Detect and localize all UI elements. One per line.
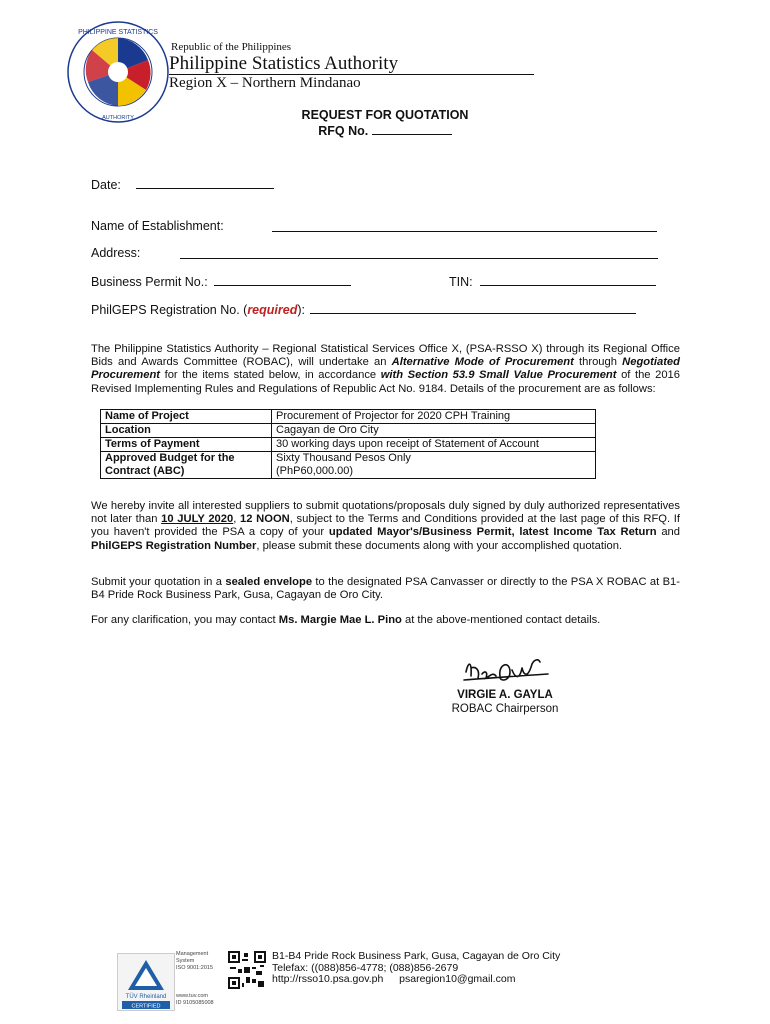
table-row — [101, 424, 596, 438]
contact-person: Ms. Margie Mae L. Pino — [278, 614, 402, 626]
date-field[interactable] — [136, 177, 274, 189]
invite-text-3: and — [656, 526, 681, 539]
address-field[interactable] — [180, 247, 658, 259]
signatory-name: VIRGIE A. GAYLA — [457, 689, 553, 701]
tin-field[interactable] — [480, 274, 656, 286]
intro-bold-2: Negotiated Procurement — [91, 356, 680, 382]
invite-bold-1: updated Mayor's/Business Permit, latest Income Tax Return — [328, 526, 657, 539]
abc-label-1: Approved Budget for the — [105, 452, 235, 464]
abc-value-1: Sixty Thousand Pesos Only — [276, 452, 411, 464]
intro-text-3: for the items stated below, in accordance — [160, 369, 381, 382]
table-row — [101, 452, 596, 479]
signatory-position: ROBAC Chairperson — [451, 703, 559, 715]
contact-text-2: at the above-mentioned contact details. — [401, 614, 601, 626]
footer-contact — [272, 951, 560, 986]
footer-website[interactable]: http://rsso10.psa.gov.ph — [272, 973, 384, 985]
required-marker: required — [247, 303, 298, 317]
philgeps-close: ): — [297, 303, 305, 317]
footer-email[interactable]: psaregion10@gmail.com — [399, 973, 516, 985]
intro-text-1: The Philippine Statistics Authority – Regional Statistical Services Office X, (PSA-RSSO X) through its Regional Office Bids and Awards Committee (ROBAC), will undertake an — [91, 343, 680, 369]
row-label: Name of Project — [101, 410, 272, 424]
iso-line: ISO 9001:2015 — [176, 965, 214, 971]
philgeps-line — [91, 302, 636, 317]
tuv-cert-logo — [117, 953, 175, 1011]
philgeps-field[interactable] — [310, 302, 636, 314]
submit-text-1: Submit your quotation in a — [91, 576, 226, 588]
cert-word: CERTIFIED — [131, 1003, 161, 1010]
intro-bold-1: Alternative Mode of Procurement — [391, 356, 574, 369]
invite-bold-2: PhilGEPS Registration Number — [91, 539, 257, 552]
republic-line: Republic of the Philippines — [171, 41, 292, 53]
iso-text-block — [176, 951, 214, 1007]
qr-code — [228, 951, 266, 989]
invite-text-1: We hereby invite all interested suppliers to submit quotations/proposals duly signed by duly authorized representatives not later than — [91, 500, 680, 526]
abc-value-2: (PhP60,000.00) — [276, 465, 354, 477]
iso-line: System — [176, 958, 195, 964]
rfq-label: RFQ No. — [318, 124, 369, 138]
row-value: 30 working days upon receipt of Statement of Account — [272, 438, 596, 452]
philgeps-label: PhilGEPS Registration No. ( — [91, 303, 248, 317]
footer-telefax: Telefax: ((088)856-4778; (088)856-2679 — [272, 961, 459, 974]
iso-line: ID 9105085008 — [176, 1000, 214, 1006]
svg-text:PHILIPPINE STATISTICS: PHILIPPINE STATISTICS — [78, 29, 158, 36]
intro-paragraph — [91, 343, 680, 396]
invite-text-4: , please submit these documents along with your accomplished quotation. — [256, 539, 623, 552]
footer-address: B1-B4 Pride Rock Business Park, Gusa, Cagayan de Oro City — [272, 950, 561, 962]
date-label: Date: — [91, 178, 121, 192]
region-line: Region X – Northern Mindanao — [169, 75, 361, 91]
deadline-date: 10 JULY 2020 — [161, 513, 234, 526]
signature — [458, 650, 568, 690]
row-label: Location — [101, 424, 272, 438]
svg-text:AUTHORITY: AUTHORITY — [102, 115, 134, 121]
intro-text-4: of the 2016 Revised Implementing Rules and Regulations of Republic Act No. 9184. Details of the procurement are as follows: — [91, 369, 680, 395]
permit-label: Business Permit No.: — [91, 275, 208, 289]
row-value — [272, 452, 596, 479]
submit-bold: sealed envelope — [225, 576, 313, 588]
date-line — [91, 177, 274, 192]
document-title: REQUEST FOR QUOTATION — [301, 108, 469, 122]
permit-line — [91, 274, 351, 289]
abc-label-2: Contract (ABC) — [105, 465, 185, 477]
permit-field[interactable] — [214, 274, 351, 286]
establishment-field[interactable] — [272, 220, 657, 232]
contact-paragraph — [91, 614, 680, 627]
row-label: Terms of Payment — [101, 438, 272, 452]
rfq-number-line — [0, 123, 770, 138]
tin-label: TIN: — [449, 275, 473, 289]
contact-text-1: For any clarification, you may contact — [91, 614, 279, 626]
rfq-number-field[interactable] — [372, 123, 452, 135]
cert-brand: TÜV Rheinland — [125, 994, 167, 1000]
row-label — [101, 452, 272, 479]
submit-text-2: to the designated PSA Canvasser or directly to the PSA X ROBAC at B1-B4 Pride Rock Business Park, Gusa, Cagayan de Oro City. — [91, 576, 681, 602]
address-label: Address: — [91, 246, 141, 260]
intro-text-2: through — [573, 356, 623, 369]
invite-sep: , — [233, 513, 241, 526]
tin-line — [449, 274, 656, 289]
submit-paragraph — [91, 576, 680, 602]
establishment-label: Name of Establishment: — [91, 219, 224, 233]
table-row — [101, 438, 596, 452]
row-value: Procurement of Projector for 2020 CPH Training — [272, 410, 596, 424]
deadline-time: 12 NOON — [240, 513, 290, 526]
row-value: Cagayan de Oro City — [272, 424, 596, 438]
invite-text-2: , subject to the Terms and Conditions provided at the last page of this RFQ. If you haven't provided the PSA a copy of your — [91, 513, 680, 539]
iso-line: Management — [176, 951, 209, 957]
footer-web-email — [272, 974, 560, 986]
procurement-details-table — [100, 409, 596, 479]
table-row — [101, 410, 596, 424]
agency-name: Philippine Statistics Authority — [169, 53, 399, 74]
iso-line: www.tuv.com — [176, 993, 208, 999]
intro-bold-3: with Section 53.9 Small Value Procurement — [380, 369, 617, 382]
invite-paragraph — [91, 500, 680, 553]
